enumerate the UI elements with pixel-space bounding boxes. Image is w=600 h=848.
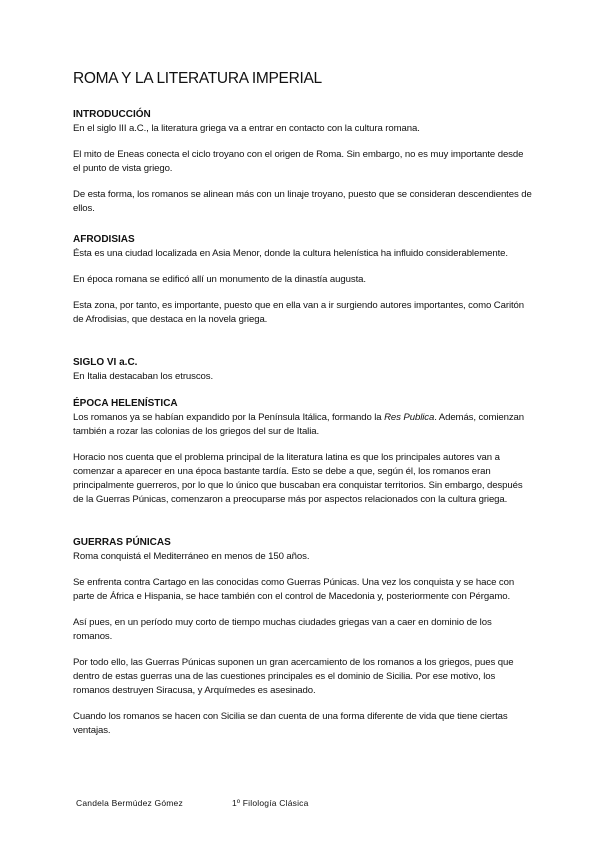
- section-heading: AFRODISIAS: [73, 234, 135, 245]
- paragraph: El mito de Eneas conecta el ciclo troyano con el origen de Roma. Sin embargo, no es muy importante desde el punto de vista griego.: [73, 149, 524, 174]
- paragraph: Se enfrenta contra Cartago en las conocidas como Guerras Púnicas. Una vez los conquista y se hace con parte de África e Hispania, se hace también con el control de Macedonia y, posteriormente con Pérgamo.: [73, 577, 515, 602]
- section-heading: INTRODUCCIÓN: [73, 109, 151, 120]
- section-siglo-vi: [73, 356, 533, 384]
- paragraph: Cuando los romanos se hacen con Sicilia se dan cuenta de una forma diferente de vida que tiene ciertas ventajas.: [73, 711, 508, 736]
- section-afrodisias: [73, 233, 533, 327]
- section-heading: SIGLO VI a.C.: [73, 357, 138, 368]
- text-run: . Además, comienzan también a rozar las colonias de los griegos del sur de Italia.: [73, 412, 525, 437]
- paragraph: De esta forma, los romanos se alinean más con un linaje troyano, puesto que se consideran descendientes de ellos.: [73, 189, 532, 214]
- section-introduccion: [73, 108, 533, 216]
- text-run: Los romanos ya se habían expandido por la Península Itálica, formando la: [73, 412, 385, 423]
- paragraph: Esta zona, por tanto, es importante, puesto que en ella van a ir surgiendo autores importantes, como Caritón de Afrodisias, que destaca en la novela griega.: [73, 300, 525, 325]
- section-epoca-helenistica: [73, 397, 533, 507]
- paragraph: En el siglo III a.C., la literatura griega va a entrar en contacto con la cultura romana.: [73, 123, 420, 134]
- paragraph: Por todo ello, las Guerras Púnicas suponen un gran acercamiento de los romanos a los griegos, pues que dentro de estas guerras una de las cuestiones principales es el dominio de Sicilia. Por ese motivo, los romanos destruyen Siracusa, y Arquímedes es asesinado.: [73, 657, 514, 696]
- paragraph: Así pues, en un período muy corto de tiempo muchas ciudades griegas van a caer en dominio de los romanos.: [73, 617, 492, 642]
- paragraph: Horacio nos cuenta que el problema principal de la literatura latina es que los principales autores van a comenzar a aparecer en una época bastante tardía. Esto se debe a que, según él, los romanos eran principalmente guerreros, por lo que lo único que buscaban era conquistar territorios. Sin embargo, después de la Guerras Púnicas, comenzaron a preocuparse más por aspectos relacionados con la cultura griega.: [73, 452, 523, 505]
- paragraph: Roma conquistá el Mediterráneo en menos de 150 años.: [73, 551, 310, 562]
- section-heading: GUERRAS PÚNICAS: [73, 537, 171, 548]
- section-heading: ÉPOCA HELENÍSTICA: [73, 398, 178, 409]
- footer-author: Candela Bermúdez Gómez: [76, 798, 183, 808]
- section-guerras-punicas: [73, 536, 533, 738]
- paragraph: [73, 411, 533, 439]
- paragraph: En época romana se edificó allí un monumento de la dinastía augusta.: [73, 274, 366, 285]
- paragraph: Ésta es una ciudad localizada en Asia Menor, donde la cultura helenística ha influido considerablemente.: [73, 248, 508, 259]
- footer-course: 1º Filología Clásica: [232, 798, 309, 808]
- italic-term: Res Publica: [384, 412, 435, 423]
- page-title: ROMA Y LA LITERATURA IMPERIAL: [73, 70, 322, 87]
- paragraph: En Italia destacaban los etruscos.: [73, 371, 214, 382]
